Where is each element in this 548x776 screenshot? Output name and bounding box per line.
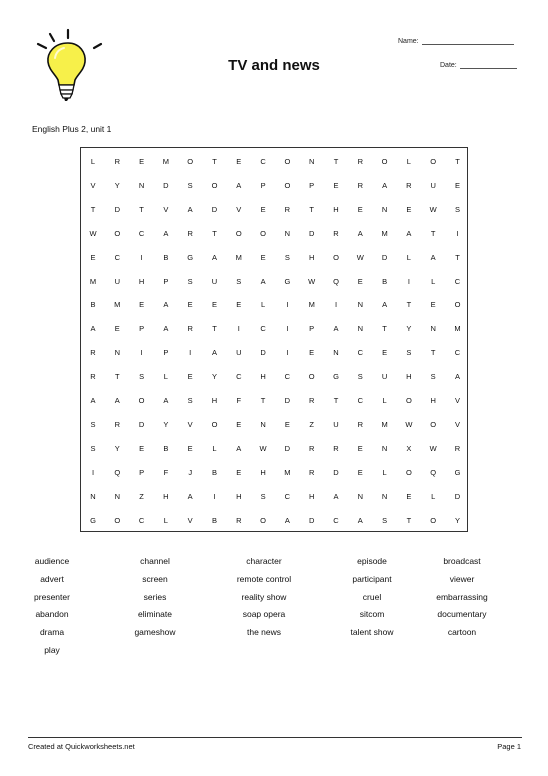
grid-letter[interactable]: I xyxy=(456,228,459,238)
grid-letter[interactable]: L xyxy=(163,515,168,525)
word-list-item: viewer xyxy=(449,573,475,584)
grid-letter[interactable]: Q xyxy=(333,276,339,286)
grid-letter[interactable]: V xyxy=(454,419,460,429)
grid-letter[interactable]: E xyxy=(454,180,460,190)
grid-letter[interactable]: L xyxy=(90,157,96,166)
grid-letter[interactable]: A xyxy=(187,491,193,501)
grid-letter[interactable]: W xyxy=(259,443,267,453)
grid-letter[interactable]: W xyxy=(429,204,437,214)
word-list-item: talent show xyxy=(350,627,394,638)
grid-letter[interactable]: I xyxy=(286,348,289,358)
word-list-item: screen xyxy=(142,573,168,584)
grid-letter[interactable]: Q xyxy=(430,467,437,477)
grid-letter[interactable]: R xyxy=(357,419,363,429)
grid-letter[interactable]: A xyxy=(236,180,242,190)
grid-letter[interactable]: R xyxy=(308,443,315,453)
grid-letter[interactable]: G xyxy=(454,467,461,477)
grid-letter[interactable]: R xyxy=(114,419,120,429)
grid-letter[interactable]: F xyxy=(236,396,242,405)
grid-letter[interactable]: O xyxy=(260,515,267,525)
grid-letter[interactable]: V xyxy=(236,204,242,214)
date-label: Date: xyxy=(440,62,457,69)
grid-letter[interactable]: T xyxy=(212,324,217,334)
grid-letter[interactable]: B xyxy=(163,443,169,453)
grid-letter[interactable]: E xyxy=(333,180,339,190)
grid-letter[interactable]: T xyxy=(212,157,217,166)
grid-letter[interactable]: W xyxy=(308,276,316,286)
grid-letter[interactable]: D xyxy=(333,467,339,477)
grid-letter[interactable]: M xyxy=(381,419,388,429)
grid-letter[interactable]: Z xyxy=(139,491,144,501)
grid-letter[interactable]: T xyxy=(139,204,144,214)
grid-letter[interactable]: O xyxy=(260,228,267,238)
grid-letter[interactable]: E xyxy=(406,204,412,214)
grid-letter[interactable]: E xyxy=(430,300,436,310)
grid-letter[interactable]: H xyxy=(333,204,339,214)
grid-letter[interactable]: I xyxy=(140,348,143,358)
grid-letter[interactable]: L xyxy=(431,491,436,501)
grid-letter[interactable]: T xyxy=(406,300,412,310)
word-list-item: presenter xyxy=(34,591,70,602)
grid-letter[interactable]: B xyxy=(163,252,169,262)
grid-letter[interactable]: S xyxy=(187,276,193,286)
grid-letter[interactable]: C xyxy=(236,372,242,382)
grid-letter[interactable]: N xyxy=(333,348,339,358)
grid-letter[interactable]: T xyxy=(455,157,460,166)
grid-letter[interactable]: F xyxy=(163,467,169,477)
grid-letter[interactable]: P xyxy=(139,324,145,334)
grid-letter[interactable]: A xyxy=(333,491,339,501)
grid-letter[interactable]: R xyxy=(308,396,315,405)
grid-letter[interactable]: M xyxy=(89,276,97,286)
grid-letter[interactable]: M xyxy=(235,252,242,262)
grid-letter[interactable]: N xyxy=(260,419,266,429)
grid-letter[interactable]: A xyxy=(357,228,363,238)
page-title: TV and news xyxy=(228,57,320,74)
grid-letter[interactable]: R xyxy=(357,180,363,190)
grid-letter[interactable]: I xyxy=(407,276,410,286)
grid-letter[interactable]: V xyxy=(454,396,460,405)
grid-letter[interactable]: V xyxy=(90,180,96,190)
grid-letter[interactable]: O xyxy=(454,300,461,310)
grid-letter[interactable]: C xyxy=(138,515,145,525)
grid-letter[interactable]: E xyxy=(90,252,96,262)
word-list-item: channel xyxy=(140,556,170,566)
word-list-item: advert xyxy=(40,573,64,584)
word-list-item: broadcast xyxy=(443,556,481,566)
grid-letter[interactable]: E xyxy=(357,467,363,477)
name-label: Name: xyxy=(398,38,419,45)
grid-letter[interactable]: U xyxy=(430,180,436,190)
grid-letter[interactable]: B xyxy=(382,276,388,286)
grid-letter[interactable]: E xyxy=(357,204,363,214)
grid-letter[interactable]: P xyxy=(163,348,169,358)
grid-letter[interactable]: A xyxy=(90,396,96,405)
grid-letter[interactable]: T xyxy=(333,396,339,405)
grid-letter[interactable]: D xyxy=(284,443,291,453)
grid-letter[interactable]: P xyxy=(163,276,169,286)
grid-letter[interactable]: S xyxy=(382,515,388,525)
grid-letter[interactable]: W xyxy=(356,252,364,262)
grid-letter[interactable]: O xyxy=(430,419,437,429)
grid-letter[interactable]: C xyxy=(454,348,461,358)
grid-letter[interactable]: S xyxy=(430,372,436,382)
grid-letter[interactable]: V xyxy=(187,515,193,525)
grid-letter[interactable]: R xyxy=(90,372,96,382)
grid-letter[interactable]: L xyxy=(406,157,411,166)
grid-letter[interactable]: H xyxy=(236,491,242,501)
grid-letter[interactable]: J xyxy=(188,467,193,477)
grid-letter[interactable]: U xyxy=(381,372,388,382)
grid-letter[interactable]: R xyxy=(236,515,242,525)
grid-letter[interactable]: N xyxy=(284,228,291,238)
grid-letter[interactable]: E xyxy=(309,348,315,358)
grid-letter[interactable]: V xyxy=(163,204,169,214)
word-list-item: cartoon xyxy=(447,627,477,638)
grid-letter[interactable]: A xyxy=(236,443,242,453)
grid-letter[interactable]: I xyxy=(237,324,240,334)
grid-letter[interactable]: A xyxy=(163,228,169,238)
grid-letter[interactable]: D xyxy=(284,396,291,405)
grid-letter[interactable]: S xyxy=(260,491,266,501)
word-list-item: sitcom xyxy=(359,609,385,620)
grid-letter[interactable]: L xyxy=(212,443,217,453)
grid-letter[interactable]: O xyxy=(333,252,339,262)
grid-letter[interactable]: E xyxy=(236,419,242,429)
word-list-item: episode xyxy=(357,556,387,566)
grid-letter[interactable]: R xyxy=(406,180,412,190)
grid-letter[interactable]: C xyxy=(138,228,145,238)
grid-letter[interactable]: W xyxy=(429,443,437,453)
grid-letter[interactable]: L xyxy=(163,372,168,382)
grid-letter[interactable]: S xyxy=(90,419,96,429)
grid-letter[interactable]: M xyxy=(381,228,388,238)
word-list-item: gameshow xyxy=(134,627,176,638)
grid-letter[interactable]: C xyxy=(333,515,339,525)
grid-letter[interactable]: A xyxy=(382,180,388,190)
grid-letter[interactable]: H xyxy=(211,396,218,405)
word-list-item: cruel xyxy=(362,591,382,602)
grid-letter[interactable]: T xyxy=(212,228,217,238)
grid-letter[interactable]: I xyxy=(286,300,289,310)
word-list-item: audience xyxy=(34,556,70,566)
grid-letter[interactable]: T xyxy=(455,252,460,262)
grid-letter[interactable]: R xyxy=(333,443,339,453)
name-field[interactable] xyxy=(398,38,514,45)
word-list-item: eliminate xyxy=(137,609,173,620)
grid-letter[interactable]: N xyxy=(381,491,388,501)
grid-letter[interactable]: R xyxy=(187,324,193,334)
grid-letter[interactable]: E xyxy=(260,204,266,214)
grid-letter[interactable]: S xyxy=(236,276,242,286)
grid-letter[interactable]: D xyxy=(308,515,315,525)
grid-letter[interactable]: V xyxy=(187,419,193,429)
grid-letter[interactable]: R xyxy=(114,157,120,166)
grid-letter[interactable]: O xyxy=(211,419,218,429)
grid-letter[interactable]: L xyxy=(431,276,436,286)
word-list-item: documentary xyxy=(437,609,487,620)
grid-letter[interactable]: G xyxy=(284,276,291,286)
grid-letter[interactable]: M xyxy=(162,157,170,166)
grid-letter[interactable]: I xyxy=(91,467,95,477)
grid-letter[interactable]: I xyxy=(334,300,338,310)
grid-letter[interactable]: W xyxy=(89,228,97,238)
grid-letter[interactable]: H xyxy=(163,491,169,501)
grid-letter[interactable]: E xyxy=(139,443,145,453)
grid-letter[interactable]: S xyxy=(406,348,412,358)
grid-letter[interactable]: E xyxy=(139,300,145,310)
grid-letter[interactable]: I xyxy=(189,348,192,358)
grid-letter[interactable]: N xyxy=(357,300,363,310)
grid-letter[interactable]: A xyxy=(357,515,363,525)
grid-letter[interactable]: Y xyxy=(114,180,120,190)
grid-letter[interactable]: E xyxy=(236,300,242,310)
grid-letter[interactable]: C xyxy=(357,348,363,358)
grid-letter[interactable]: I xyxy=(213,491,216,501)
grid-letter[interactable]: N xyxy=(381,443,388,453)
grid-letter[interactable]: N xyxy=(357,324,363,334)
word-list-item: abandon xyxy=(35,609,69,620)
grid-letter[interactable]: M xyxy=(284,467,291,477)
date-line[interactable] xyxy=(460,68,517,69)
grid-letter[interactable]: D xyxy=(308,228,315,238)
grid-letter[interactable]: E xyxy=(187,443,193,453)
grid-letter[interactable]: A xyxy=(163,300,169,310)
word-search-grid xyxy=(80,147,468,532)
word-list-item: character xyxy=(246,556,282,566)
grid-letter[interactable]: R xyxy=(187,228,193,238)
grid-letter[interactable]: S xyxy=(90,443,96,453)
grid-letter[interactable]: O xyxy=(284,157,291,166)
grid-letter[interactable]: U xyxy=(114,276,120,286)
grid-letter[interactable]: H xyxy=(260,467,266,477)
word-list-item: series xyxy=(143,591,167,602)
grid-letter[interactable]: T xyxy=(90,204,96,214)
grid-letter[interactable]: S xyxy=(187,180,193,190)
grid-letter[interactable]: T xyxy=(382,324,387,334)
word-list-item: soap opera xyxy=(242,609,286,620)
grid-letter[interactable]: D xyxy=(163,180,169,190)
grid-letter[interactable]: D xyxy=(381,252,388,262)
grid-letter[interactable]: E xyxy=(382,348,388,358)
grid-letter[interactable]: C xyxy=(284,372,291,382)
grid-letter[interactable]: O xyxy=(187,157,194,166)
grid-letter[interactable]: Y xyxy=(406,324,412,334)
grid-letter[interactable]: Y xyxy=(163,419,169,429)
grid-letter[interactable]: S xyxy=(284,252,290,262)
grid-letter[interactable]: M xyxy=(114,300,121,310)
name-line[interactable] xyxy=(422,44,514,45)
grid-letter[interactable]: E xyxy=(187,372,193,382)
grid-letter[interactable]: E xyxy=(406,491,412,501)
grid-letter[interactable]: P xyxy=(139,467,145,477)
word-list-item: participant xyxy=(352,573,392,584)
grid-letter[interactable]: T xyxy=(430,228,436,238)
grid-letter[interactable]: C xyxy=(260,324,266,334)
word-list-item: embarrassing xyxy=(436,591,488,602)
grid-letter[interactable]: M xyxy=(308,300,315,310)
grid-letter[interactable]: H xyxy=(260,372,266,382)
grid-letter[interactable]: A xyxy=(163,396,169,405)
grid-letter[interactable]: A xyxy=(163,324,169,334)
grid-letter[interactable]: L xyxy=(406,252,411,262)
grid-letter[interactable]: O xyxy=(405,467,412,477)
grid-letter[interactable]: O xyxy=(114,228,121,238)
grid-letter[interactable]: N xyxy=(90,491,96,501)
grid-letter[interactable]: U xyxy=(333,419,339,429)
grid-letter[interactable]: D xyxy=(211,204,218,214)
grid-letter[interactable]: L xyxy=(261,300,266,310)
grid-letter[interactable]: B xyxy=(211,515,217,525)
grid-letter[interactable]: C xyxy=(284,491,291,501)
grid-letter[interactable]: O xyxy=(308,372,315,382)
footer-divider xyxy=(28,737,522,738)
grid-letter[interactable]: A xyxy=(187,204,193,214)
grid-letter[interactable]: A xyxy=(454,372,460,382)
word-list-item: drama xyxy=(39,627,65,638)
grid-letter[interactable]: E xyxy=(260,252,266,262)
grid-letter[interactable]: E xyxy=(114,324,120,334)
grid-letter[interactable]: P xyxy=(309,324,315,334)
grid-letter[interactable]: A xyxy=(382,300,388,310)
grid-letter[interactable]: N xyxy=(138,180,145,190)
grid-letter[interactable]: L xyxy=(382,396,387,405)
grid-letter[interactable]: C xyxy=(114,252,120,262)
word-list-item: play xyxy=(44,645,60,655)
grid-letter[interactable]: G xyxy=(90,515,96,525)
grid-letter[interactable]: R xyxy=(90,348,96,358)
grid-letter[interactable]: H xyxy=(308,252,315,262)
grid-letter[interactable]: W xyxy=(405,419,413,429)
grid-letter[interactable]: A xyxy=(211,348,217,358)
grid-letter[interactable]: H xyxy=(138,276,145,286)
grid-letter[interactable]: T xyxy=(333,157,339,166)
grid-letter[interactable]: B xyxy=(90,300,96,310)
date-field[interactable] xyxy=(440,62,517,69)
grid-letter[interactable]: A xyxy=(90,324,96,334)
grid-letter[interactable]: I xyxy=(140,252,143,262)
grid-letter[interactable]: D xyxy=(138,419,145,429)
grid-letter[interactable]: E xyxy=(236,157,242,166)
grid-letter[interactable]: R xyxy=(454,443,461,453)
worksheet-subtitle: English Plus 2, unit 1 xyxy=(32,124,112,134)
grid-letter[interactable]: R xyxy=(284,204,291,214)
grid-letter[interactable]: N xyxy=(114,491,120,501)
grid-letter[interactable]: B xyxy=(211,467,217,477)
grid-letter[interactable]: T xyxy=(430,348,436,358)
grid-letter[interactable]: G xyxy=(333,372,339,382)
grid-letter[interactable]: A xyxy=(333,324,339,334)
grid-letter[interactable]: T xyxy=(406,515,412,525)
grid-letter[interactable]: A xyxy=(430,252,436,262)
grid-letter[interactable]: O xyxy=(284,180,291,190)
grid-letter[interactable]: Y xyxy=(114,443,120,453)
grid-letter[interactable]: D xyxy=(454,491,461,501)
grid-letter[interactable]: A xyxy=(406,228,412,238)
word-list-item: reality show xyxy=(241,591,287,602)
page-number: Page 1 xyxy=(497,742,521,751)
grid-letter[interactable]: E xyxy=(284,419,290,429)
grid-letter[interactable]: A xyxy=(260,276,266,286)
grid-letter[interactable]: U xyxy=(236,348,242,358)
grid-letter[interactable]: M xyxy=(454,324,461,334)
grid-letter[interactable]: P xyxy=(260,180,266,190)
grid-letter[interactable]: E xyxy=(187,300,193,310)
grid-letter[interactable]: X xyxy=(406,443,412,453)
grid-letter[interactable]: H xyxy=(308,491,315,501)
grid-letter[interactable]: R xyxy=(357,157,363,166)
grid-letter[interactable]: A xyxy=(284,515,290,525)
grid-letter[interactable]: O xyxy=(235,228,242,238)
grid-letter[interactable]: N xyxy=(430,324,436,334)
grid-letter[interactable]: H xyxy=(430,396,436,405)
grid-letter[interactable]: O xyxy=(430,157,437,166)
grid-letter[interactable]: Y xyxy=(211,372,217,382)
grid-letter[interactable]: O xyxy=(138,396,145,405)
grid-letter[interactable]: S xyxy=(454,204,460,214)
grid-letter[interactable]: Q xyxy=(114,467,121,477)
grid-letter[interactable]: R xyxy=(308,467,315,477)
grid-letter[interactable]: A xyxy=(211,252,217,262)
grid-letter[interactable]: U xyxy=(211,276,218,286)
grid-letter[interactable]: N xyxy=(114,348,120,358)
grid-letter[interactable]: C xyxy=(454,276,461,286)
grid-letter[interactable]: L xyxy=(382,467,387,477)
grid-letter[interactable]: E xyxy=(211,300,217,310)
grid-letter[interactable]: Y xyxy=(454,515,460,525)
grid-letter[interactable]: N xyxy=(308,157,315,166)
footer-credit: Created at Quickworksheets.net xyxy=(28,742,135,751)
grid-letter[interactable]: D xyxy=(114,204,120,214)
grid-letter[interactable]: T xyxy=(309,204,314,214)
grid-letter[interactable]: O xyxy=(381,157,388,166)
grid-letter[interactable]: E xyxy=(236,467,242,477)
grid-letter[interactable]: A xyxy=(114,396,120,405)
grid-letter[interactable]: E xyxy=(357,276,363,286)
word-list-item: the news xyxy=(246,627,282,638)
grid-letter[interactable]: C xyxy=(357,396,363,405)
grid-letter[interactable]: N xyxy=(357,491,363,501)
grid-letter[interactable]: O xyxy=(211,180,218,190)
grid-letter[interactable]: I xyxy=(286,324,289,334)
grid-letter[interactable]: O xyxy=(114,515,121,525)
grid-letter[interactable]: G xyxy=(187,252,194,262)
grid-letter[interactable]: T xyxy=(115,372,120,382)
grid-letter[interactable]: N xyxy=(381,204,388,214)
grid-letter[interactable]: S xyxy=(357,372,363,382)
grid-letter[interactable]: E xyxy=(357,443,363,453)
grid-letter[interactable]: O xyxy=(430,515,437,525)
word-list-item: remote control xyxy=(236,573,292,584)
grid-letter[interactable]: H xyxy=(406,372,412,382)
grid-letter[interactable]: C xyxy=(260,157,266,166)
grid-letter[interactable]: S xyxy=(139,372,145,382)
grid-letter[interactable]: T xyxy=(260,396,266,405)
grid-letter[interactable]: O xyxy=(405,396,412,405)
grid-letter[interactable]: D xyxy=(260,348,266,358)
grid-letter[interactable]: E xyxy=(139,157,145,166)
grid-letter[interactable]: R xyxy=(333,228,339,238)
grid-letter[interactable]: S xyxy=(187,396,193,405)
grid-letter[interactable]: P xyxy=(309,180,315,190)
grid-letter[interactable]: Z xyxy=(309,419,314,429)
